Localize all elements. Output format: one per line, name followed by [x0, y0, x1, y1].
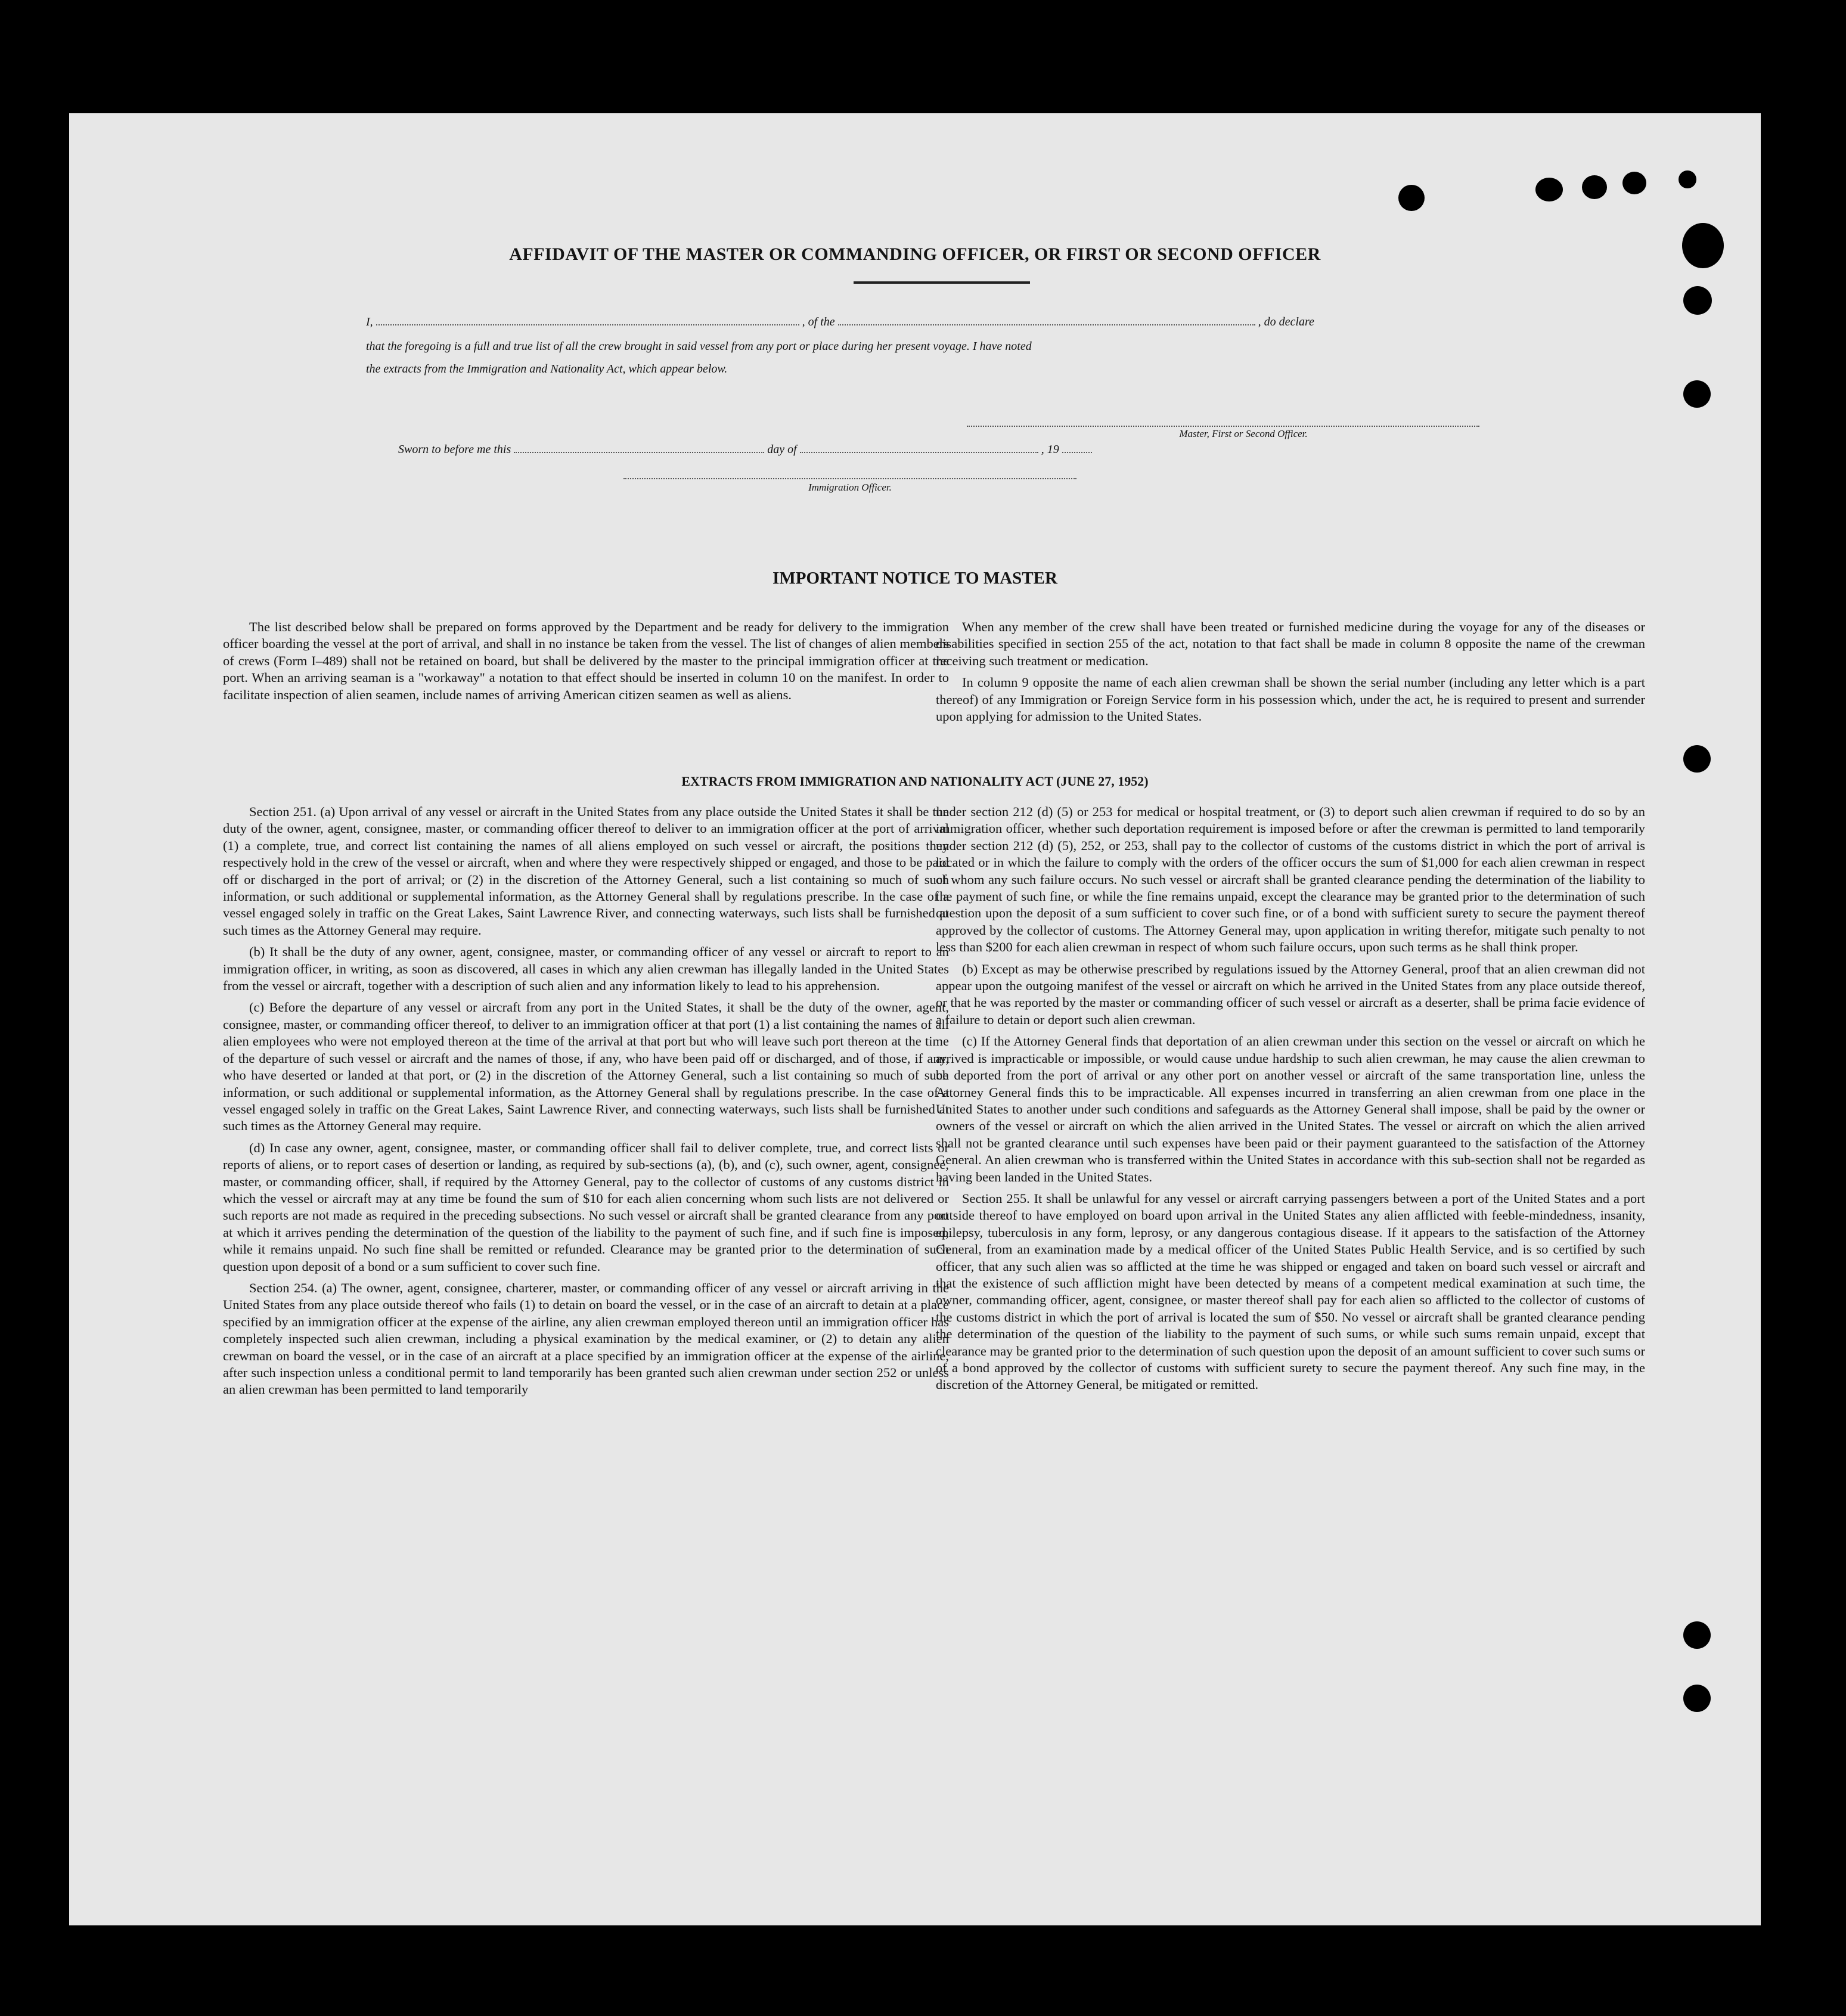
section-254-c: (c) If the Attorney General finds that deportation of an alien crewman under this section on the vessel or aircraft on which he arrived is impracticable or impossible, or would cause undue hardship to such alien crewman, he may cause the alien crewman to be deported from the port of arrival or any other port on another vessel or aircraft of the same transportation line, unless the Attorney General finds this to be impracticable. All expenses incurred in transferring an alien crewman from one place in the United States to another under such conditions and safeguards as the Attorney General shall impose, shall be paid by the owner or owners of the vessel or aircraft on which the alien arrived in the United States. The vessel or aircraft on which the alien arrived shall not be granted clearance until such expenses have been paid or their payment guaranteed to the satisfaction of the Attorney General. An alien crewman who is transferred within the United States in accordance with this sub-section shall not be regarded as having been landed in the United States. [936, 1034, 1645, 1184]
punch-hole [1582, 175, 1607, 199]
punch-hole [1683, 286, 1712, 315]
notice-left-column [223, 619, 949, 708]
punch-hole [1683, 745, 1711, 773]
notice-paragraph: The list described below shall be prepared on forms approved by the Department and be ready for delivery to the immigration officer boarding the vessel at the port of arrival, and shall in no instance be taken from the vessel. The list of changes of alien members of crews (Form I–489) shall not be retained on board, but shall be delivered by the master to the principal immigration officer at the port. When an arriving seaman is a "workaway" a notation to that effect should be inserted in column 10 on the manifest. In order to facilitate inspection of alien seamen, include names of arriving American citizen seamen as well as aliens. [223, 619, 949, 702]
affidavit-title: AFFIDAVIT OF THE MASTER OR COMMANDING OFFICER, OR FIRST OR SECOND OFFICER [509, 244, 1321, 264]
do-declare-label: , do declare [1258, 315, 1314, 328]
master-caption: Master, First or Second Officer. [1179, 428, 1308, 439]
section-254-b: (b) Except as may be otherwise prescribed by regulations issued by the Attorney General, proof that an alien crewman did not appear upon the outgoing manifest of the vessel or aircraft on which he arrived in the United States from any place outside thereof, or that he was reported by the master or commanding officer of such vessel or aircraft as a deserter, shall be prima facie evidence of a failure to detain or deport such alien crewman. [936, 961, 1645, 1027]
sworn-day-field[interactable] [514, 441, 764, 453]
punch-hole [1683, 1621, 1711, 1649]
section-254-a: Section 254. (a) The owner, agent, consignee, charterer, master, or commanding officer of any vessel or aircraft arriving in the United States from any place outside thereof who fails (1) to detain on board the vessel, or in the case of an aircraft to detain at a place specified by an immigration officer at the expense of the airline, any alien crewman employed thereon until an immigration officer has completely inspected such alien crewman, including a physical examination by the medical examiner, or (2) to detain any alien crewman on board the vessel, or in the case of an aircraft at a place specified by an immigration officer at the expense of the airline, after such inspection unless a conditional permit to land temporarily has been granted such alien crewman under section 252 or unless an alien crewman has been permitted to land temporarily [223, 1280, 949, 1397]
punch-hole [1398, 185, 1425, 211]
year-label: , 19 [1041, 443, 1059, 456]
title-underline [854, 281, 1030, 284]
affidavit-line-1 [366, 314, 1314, 329]
notice-paragraph: When any member of the crew shall have been treated or furnished medicine during the voyage for any of the diseases or disabilities specified in section 255 of the act, notation to that fact shall be made in column 8 opposite the name of the crewman receiving such treatment or medication. [936, 619, 1645, 668]
section-255: Section 255. It shall be unlawful for any vessel or aircraft carrying passengers between a port of the United States and a port outside thereof to have employed on board upon arrival in the United States any alien afflicted with feeble-mindedness, insanity, epilepsy, tuberculosis in any form, leprosy, or any dangerous contagious disease. If it appears to the satisfaction of the Attorney General, from an examination made by a medical officer of the United States Public Health Service, and is so certified by such officer, that any such alien was so afflicted at the time he was shipped or engaged and taken on board such vessel or aircraft and that the existence of such affliction might have been detected by means of a competent medical examination at such time, the owner, commanding officer, agent, consignee, or master thereof shall pay for each alien so afflicted to the collector of customs of the customs district in which the port of arrival is located the sum of $50. No vessel or aircraft shall be granted clearance pending the determination of the question of the liability to the payment of such sums, or while such sums remain unpaid, except that clearance may be granted prior to the determination of such question upon the deposit of an amount sufficient to cover such sums or of a bond approved by the collector of customs with sufficient surety to secure the payment thereof. Any such fine may, in the discretion of the Attorney General, be mitigated or remitted. [936, 1190, 1645, 1392]
sworn-line [398, 441, 1092, 457]
punch-hole [1683, 1685, 1711, 1712]
sworn-label: Sworn to before me this [398, 443, 511, 456]
section-251-b: (b) It shall be the duty of any owner, agent, consignee, master, or commanding officer of any vessel or aircraft to report to an immigration officer, in writing, as soon as discovered, all cases in which any alien crewman has illegally landed in the United States from the vessel or aircraft, together with a description of such alien and any information likely to lead to his apprehension. [223, 944, 949, 994]
punch-hole [1679, 170, 1696, 188]
section-254-a-cont: under section 212 (d) (5) or 253 for medical or hospital treatment, or (3) to deport such alien crewman if required to do so by an immigration officer, whether such deportation requirement is imposed before or after the crewman is permitted to land temporarily under section 212 (d) (5), 252, or 253, shall pay to the collector of customs of the customs district in which the port of arrival is located or in which the failure to comply with the orders of the officer occurs the sum of $1,000 for each alien crewman in respect of whom any such failure occurs. No such vessel or aircraft shall be granted clearance pending the determination of the liability to the payment of such fine, or while the fine remains unpaid, except the clearance may be granted prior to the determination of such question upon the deposit of a sum sufficient to cover such fine, or of a bond with sufficient surety to secure the payment thereof approved by the collector of customs. The Attorney General may, upon application in writing therefor, mitigate such penalty to not less than $200 for each alien crewman in respect of whom such failure occurs, upon such terms as he shall think proper. [936, 804, 1645, 955]
extracts-left-column [223, 804, 949, 1403]
affidavit-line-2: that the foregoing is a full and true list of all the crew brought in said vessel from any port or place during her present voyage. I have noted [366, 340, 1032, 353]
i-label: I, [366, 315, 373, 328]
officer-signature-line[interactable] [623, 467, 1076, 483]
section-251-a: Section 251. (a) Upon arrival of any vessel or aircraft in the United States from any place outside the United States it shall be the duty of the owner, agent, consignee, master, or commanding officer thereof to deliver to an immigration officer at the port of arrival (1) a complete, true, and correct list containing the names of all aliens employed on such vessel or aircraft, the positions they respectively hold in the crew of the vessel or aircraft, when and where they were respectively shipped or engaged, and those to be paid off or discharged in the port of arrival; or (2) in the discretion of the Attorney General, such a list containing so much of such information, or such additional or supplemental information, as the Attorney General shall by regulations prescribe. In the case of a vessel engaged solely in traffic on the Great Lakes, Saint Lawrence River, and connecting waterways, such lists shall be furnished at such times as the Attorney General may require. [223, 804, 949, 938]
document-page [69, 113, 1761, 1925]
extracts-title: EXTRACTS FROM IMMIGRATION AND NATIONALITY ACT (JUNE 27, 1952) [681, 774, 1149, 789]
notice-title: IMPORTANT NOTICE TO MASTER [772, 569, 1057, 588]
punch-hole [1622, 172, 1646, 194]
sworn-month-field[interactable] [800, 441, 1038, 453]
of-the-label: , of the [802, 315, 835, 328]
section-251-c: (c) Before the departure of any vessel or aircraft from any port in the United States, it shall be the duty of the owner, agent, consignee, master, or commanding officer thereof, to deliver to an immigration officer at that port (1) a list containing the names of all alien employees who were not employed thereon at the time of the arrival at that port but who will leave such port thereon at the time of the departure of such vessel or aircraft and the names of those, if any, who have been paid off or discharged, and of those, if any, who have deserted or landed at that port, or (2) in the discretion of the Attorney General, such a list containing so much of such information, or such additional or supplemental information, as the Attorney General shall by regulations prescribe. In the case of a vessel engaged solely in traffic on the Great Lakes, Saint Lawrence River, and connecting waterways, such lists shall be furnished at such times as the Attorney General may require. [223, 1000, 949, 1134]
notice-right-column [936, 619, 1645, 730]
affidavit-line-3: the extracts from the Immigration and Nationality Act, which appear below. [366, 362, 728, 376]
officer-caption: Immigration Officer. [808, 482, 892, 493]
vessel-name-field[interactable] [838, 314, 1255, 325]
section-251-d: (d) In case any owner, agent, consignee, master, or commanding officer shall fail to deliver complete, true, and correct lists or reports of aliens, or to report cases of desertion or landing, as required by sub-sections (a), (b), and (c), such owner, agent, consignee, master, or commanding officer, shall, if required by the Attorney General, pay to the collector of customs of any customs district in which the vessel or aircraft may at any time be found the sum of $10 for each alien concerning whom such lists are not delivered or such reports are not made as required in the preceding subsections. No such vessel or aircraft shall be granted clearance from any port at which it arrives pending the determination of the question of the liability to the payment of such fine, and if such fine is imposed, while it remains unpaid. No such fine shall be remitted or refunded. Clearance may be granted prior to the determination of such question upon deposit of a bond or a sum sufficient to cover such fine. [223, 1140, 949, 1274]
punch-hole [1683, 380, 1711, 408]
sworn-year-field[interactable] [1062, 441, 1092, 453]
punch-hole [1535, 178, 1563, 201]
day-of-label: day of [767, 443, 797, 456]
master-name-field[interactable] [376, 314, 799, 325]
extracts-right-column [936, 804, 1645, 1398]
notice-paragraph: In column 9 opposite the name of each alien crewman shall be shown the serial number (including any letter which is a part thereof) of any Immigration or Foreign Service form in his possession which, under the act, he is required to present and surrender upon applying for admission to the United States. [936, 675, 1645, 724]
